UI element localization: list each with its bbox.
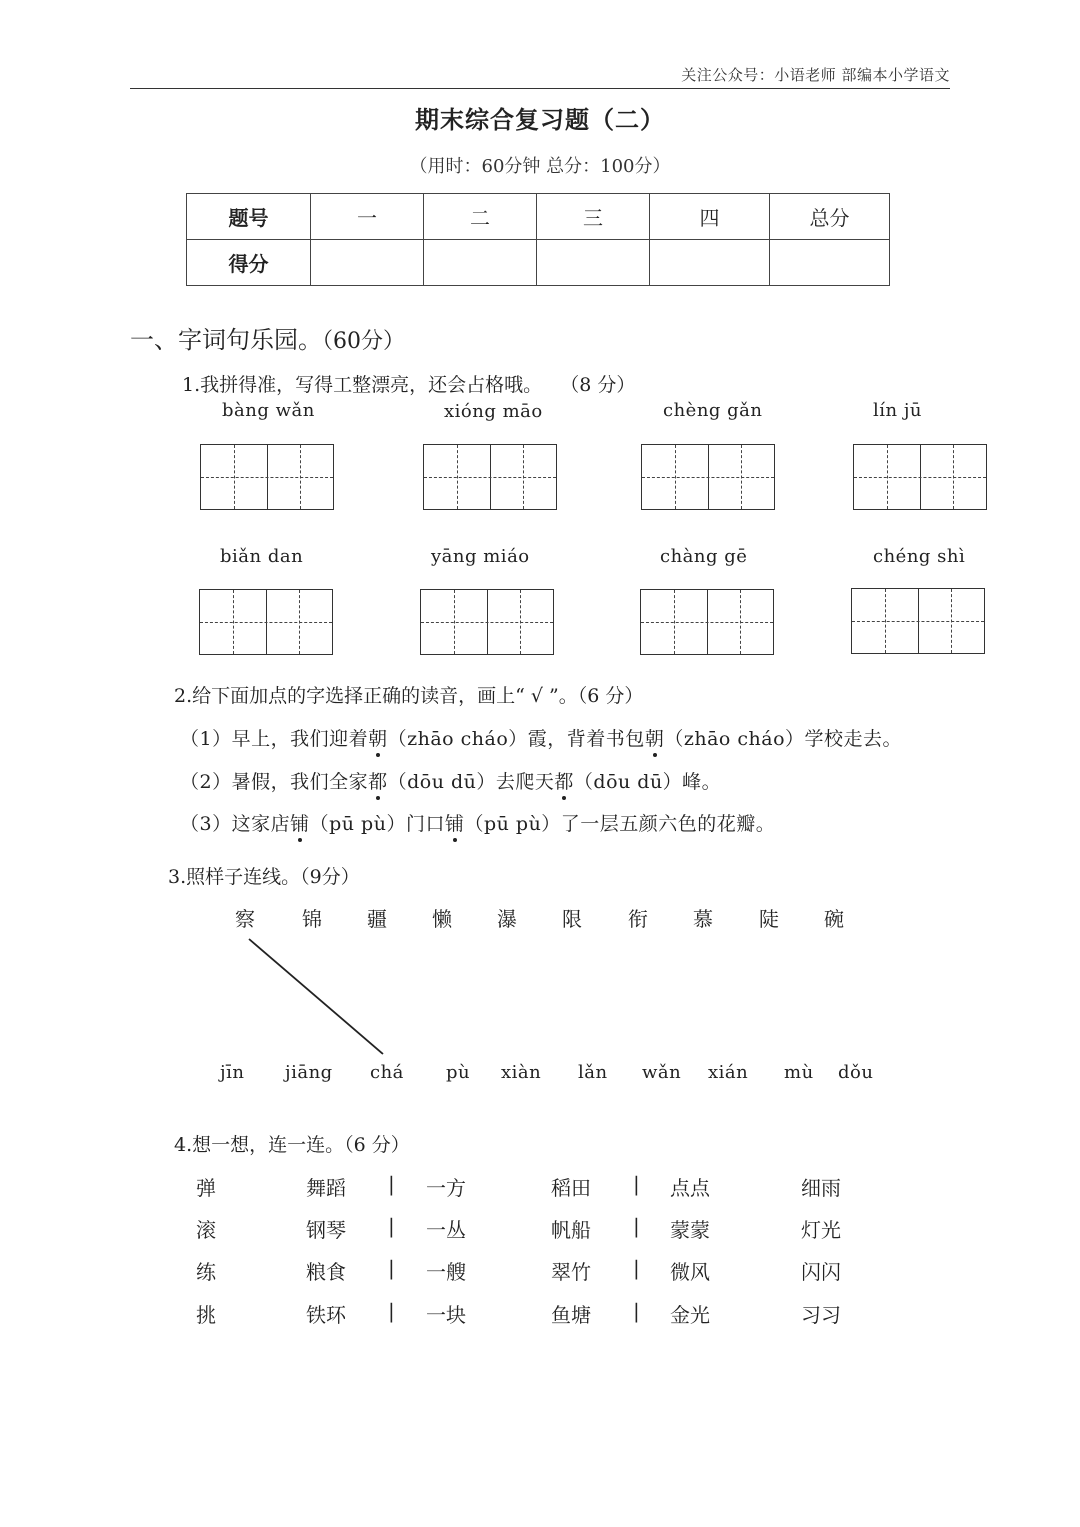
match-word[interactable]: 练 (196, 1260, 216, 1284)
match-word[interactable]: 灯光 (801, 1218, 841, 1242)
match-word[interactable]: 细雨 (801, 1176, 841, 1200)
match-pinyin[interactable]: lǎn (578, 1062, 608, 1083)
question-3-prompt: 3.照样子连线。（9分） (168, 866, 360, 888)
match-pinyin[interactable]: jīn (220, 1062, 245, 1083)
score-table-cell: 二 (424, 194, 537, 240)
match-word[interactable]: 帆船 (551, 1218, 591, 1242)
match-word[interactable]: 挑 (196, 1303, 216, 1327)
separator: | (388, 1214, 395, 1238)
separator: | (633, 1256, 640, 1280)
match-pinyin[interactable]: chá (370, 1062, 404, 1083)
match-word[interactable]: 微风 (670, 1260, 710, 1284)
sentence-text[interactable]: （zhāo cháo）霞，背着书包 (387, 728, 645, 750)
separator: | (388, 1299, 395, 1323)
match-word[interactable]: 鱼塘 (551, 1303, 591, 1327)
pinyin-label: chèng gǎn (663, 400, 763, 421)
match-word[interactable]: 一艘 (426, 1260, 466, 1284)
match-word[interactable]: 点点 (670, 1176, 710, 1200)
sentence-text: （3）这家店 (180, 813, 291, 835)
sentence-text: （1）早上，我们迎着 (180, 728, 369, 750)
match-word[interactable]: 蒙蒙 (670, 1218, 710, 1242)
match-word[interactable]: 一块 (426, 1303, 466, 1327)
score-table-cell: 得分 (187, 240, 311, 286)
match-pinyin[interactable]: wǎn (642, 1062, 682, 1083)
question-2-points: （6 分） (577, 685, 644, 707)
dotted-char: 铺 (445, 809, 465, 836)
sentence-text[interactable]: （dōu dū）峰。 (573, 771, 722, 793)
separator: | (388, 1172, 395, 1196)
match-char[interactable]: 瀑 (497, 907, 517, 931)
separator: | (633, 1172, 640, 1196)
sentence-text[interactable]: （dōu dū）去爬天 (387, 771, 555, 793)
pinyin-label: chéng shì (873, 546, 966, 567)
section-title-text: 一、字词句乐园。 (130, 326, 322, 354)
dotted-char: 铺 (290, 809, 310, 836)
match-pinyin[interactable]: mù (784, 1062, 814, 1083)
page-title: 期末综合复习题（二） (415, 105, 665, 134)
section-points: （60分） (322, 329, 405, 354)
header-note: 关注公众号：小语老师 部编本小学语文 (681, 66, 950, 84)
match-char[interactable]: 锦 (302, 907, 322, 931)
match-word[interactable]: 一丛 (426, 1218, 466, 1242)
match-char[interactable]: 限 (562, 907, 582, 931)
match-char[interactable]: 衔 (628, 907, 648, 931)
separator: | (633, 1214, 640, 1238)
match-char[interactable]: 疆 (367, 907, 387, 931)
dotted-char: 朝 (368, 724, 388, 751)
score-table-cell: 总分 (770, 194, 890, 240)
question-1-prompt: 1.我拼得准，写得工整漂亮，还会占格哦。 (182, 374, 543, 396)
example-line (249, 939, 383, 1054)
question-1-points: （8 分） (560, 374, 636, 396)
pinyin-label: bàng wǎn (222, 400, 315, 421)
score-table-cell: 题号 (187, 194, 311, 240)
match-word[interactable]: 滚 (196, 1218, 216, 1242)
match-pinyin[interactable]: pù (446, 1062, 471, 1083)
match-word[interactable]: 闪闪 (801, 1260, 841, 1284)
dotted-char: 都 (554, 767, 574, 794)
pinyin-label: lín jū (873, 400, 923, 421)
page-subtitle: （用时：60分钟 总分：100分） (409, 156, 671, 177)
match-char[interactable]: 慕 (693, 907, 713, 931)
pinyin-label: biǎn dan (220, 546, 304, 567)
separator: | (388, 1256, 395, 1280)
score-table-cell: 三 (537, 194, 650, 240)
dotted-char: 朝 (645, 724, 665, 751)
match-word[interactable]: 金光 (670, 1303, 710, 1327)
pinyin-label: yāng miáo (431, 546, 530, 567)
match-pinyin[interactable]: jiāng (285, 1062, 333, 1083)
match-word[interactable]: 习习 (801, 1303, 841, 1327)
dotted-char: 都 (368, 767, 388, 794)
sentence-text: （2）暑假，我们全家 (180, 771, 369, 793)
match-pinyin[interactable]: xiàn (501, 1062, 542, 1083)
match-word[interactable]: 舞蹈 (306, 1176, 346, 1200)
match-word[interactable]: 钢琴 (306, 1218, 346, 1242)
match-char[interactable]: 陡 (759, 907, 779, 931)
match-pinyin[interactable]: xián (708, 1062, 749, 1083)
match-word[interactable]: 翠竹 (551, 1260, 591, 1284)
match-word[interactable]: 铁环 (306, 1303, 346, 1327)
match-word[interactable]: 一方 (426, 1176, 466, 1200)
match-pinyin[interactable]: dǒu (838, 1062, 874, 1083)
pinyin-label: xióng māo (444, 401, 543, 422)
sentence-text[interactable]: （zhāo cháo）学校走去。 (664, 728, 903, 750)
sentence-text[interactable]: （pū pù）门口 (309, 813, 445, 835)
question-2-prompt: 2.给下面加点的字选择正确的读音，画上“ √ ”。 (174, 685, 578, 707)
match-word[interactable]: 粮食 (306, 1260, 346, 1284)
match-word[interactable]: 稻田 (551, 1176, 591, 1200)
match-char[interactable]: 懒 (432, 907, 452, 931)
pinyin-label: chàng gē (660, 546, 748, 567)
match-char[interactable]: 察 (235, 907, 255, 931)
score-table-cell: 一 (311, 194, 424, 240)
sentence-text[interactable]: （pū pù）了一层五颜六色的花瓣。 (464, 813, 776, 835)
score-table-cell: 四 (650, 194, 770, 240)
question-4-prompt: 4.想一想，连一连。（6 分） (174, 1134, 410, 1156)
match-char[interactable]: 碗 (824, 907, 844, 931)
match-word[interactable]: 弹 (196, 1176, 216, 1200)
separator: | (633, 1299, 640, 1323)
